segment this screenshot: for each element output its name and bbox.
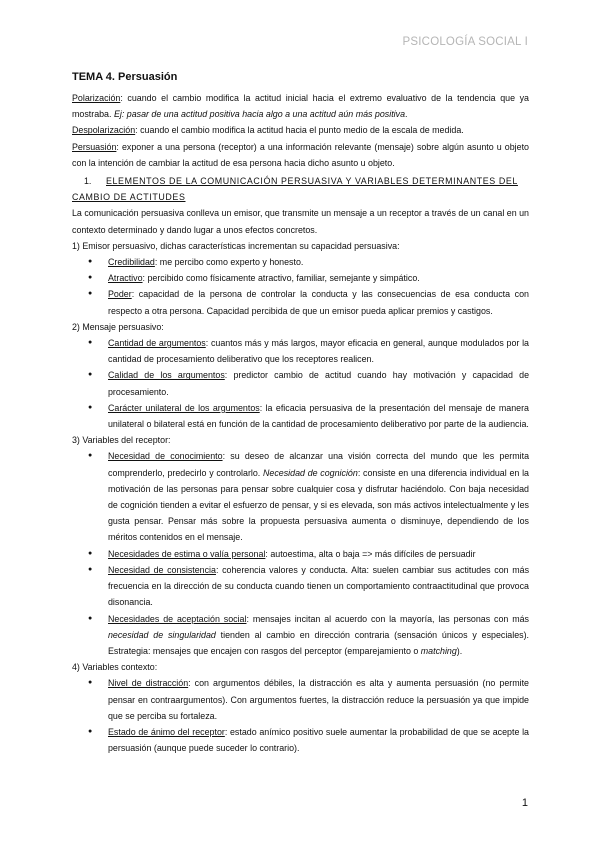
list-item: ● Credibilidad: me percibo como experto y honesto. [72,254,529,270]
receptor-group [72,432,529,659]
list-item: ● Carácter unilateral de los argumentos: la eficacia persuasiva de la presentación del mensaje de manera unilateral o bilateral está en función de la cantidad de procesamiento deliberativo por parte de la audiencia. [72,400,529,432]
list-item: ● Necesidades de estima o valía personal: autoestima, alta o baja => más difíciles de persuadir [72,546,529,562]
list-item: ● Necesidades de aceptación social: mensajes incitan al acuerdo con la mayoría, las personas con más necesidad de singularidad tienden al cambio en dirección contraria (sensación únicos y especiales). Estrategia: mensajes que encajen con rasgos del perceptor (emparejamiento o matching). [72,611,529,660]
list-item: ● Necesidad de conocimiento: su deseo de alcanzar una visión correcta del mundo que les permita comprenderlo, predecirlo y controlarlo. Necesidad de cognición: consiste en una diferencia individual en la motivación de las personas para pensar sobre cualquier cosa y disfrutar haciéndolo. Con baja necesidad de cognición tienden a evitar el esfuerzo de pensar, y si es elevada, son más activos intelectualmente y les gusta pensar. Pensar más sobre la propuesta persuasiva aumenta o disminuye, dependiendo de los méritos contenidos en el mensaje. [72,448,529,545]
list-item: ● Poder: capacidad de la persona de controlar la conducta y las consecuencias de esa conducta con respecto a otra persona. Capacidad percibida de que un emisor pueda aplicar premios y castigos. [72,286,529,318]
contexto-list [72,675,529,756]
page-number: 1 [521,797,528,809]
list-item: ● Calidad de los argumentos: predictor cambio de actitud cuando hay motivación y capacidad de procesamiento. [72,367,529,399]
list-item: ● Nivel de distracción: con argumentos débiles, la distracción es alta y aumenta persuasión (no permite pensar en contraargumentos). Con argumentos fuertes, la distracción reduce la persuasión ya que impide que se perciba su fortaleza. [72,675,529,724]
intro-paragraph: La comunicación persuasiva conlleva un emisor, que transmite un mensaje a un receptor a través de un canal en un contexto determinado y dando lugar a unos efectos concretos. [72,208,529,235]
def-persuasion: Persuasión: exponer a una persona (receptor) a una información relevante (mensaje) sobre algún asunto u objeto con la intención de cambiar la actitud de esa persona hacia dicho asunto u objeto. [72,141,529,168]
section-heading: 1. ELEMENTOS DE LA COMUNICACIÓN PERSUASIVA Y VARIABLES DETERMINANTES DEL CAMBIO DE ACTITUDES [72,176,518,203]
list-item: ● Necesidad de consistencia: coherencia valores y conducta. Alta: suelen cambiar sus actitudes con más frecuencia en la dirección de su conducta cuando tienen un comportamiento contraactitudinal que provoca disonancia. [72,562,529,611]
group-heading: 1) Emisor persuasivo, dichas características incrementan su capacidad persuasiva: [72,240,400,251]
def-term: Despolarización [72,125,136,136]
def-term: Persuasión [72,141,117,152]
def-term: Polarización [72,93,121,103]
list-item: ● Cantidad de argumentos: cuantos más y más largos, mayor eficacia en general, aunque modulados por la cantidad de procesamiento deliberativo que los receptores realicen. [72,335,529,367]
def-despolarizacion: Despolarización: cuando el cambio modifica la actitud hacia el punto medio de la escala de medida. [72,125,464,136]
receptor-list [72,448,529,659]
list-item: ● Atractivo: percibido como físicamente atractivo, familiar, semejante y simpático. [72,270,529,286]
mensaje-list [72,335,529,432]
document-body [72,68,529,756]
emisor-group [72,238,529,319]
group-heading: 2) Mensaje persuasivo: [72,321,164,332]
contexto-group [72,659,529,756]
def-polarizacion: Polarización: cuando el cambio modifica la actitud inicial hacia el extremo evaluativo de la tendencia que ya mostraba. Ej: pasar de una actitud positiva hacia algo a una actitud aún más positiva. [72,93,529,120]
page-title: TEMA 4. Persuasión [72,71,178,83]
group-heading: 4) Variables contexto: [72,662,158,673]
running-header: PSICOLOGÍA SOCIAL I [402,36,528,48]
list-item: ● Estado de ánimo del receptor: estado anímico positivo suele aumentar la probabilidad de que se acepte la persuasión (aunque puede suceder lo contrario). [72,724,529,756]
mensaje-group [72,319,529,432]
emisor-list [72,254,529,319]
group-heading: 3) Variables del receptor: [72,435,171,446]
